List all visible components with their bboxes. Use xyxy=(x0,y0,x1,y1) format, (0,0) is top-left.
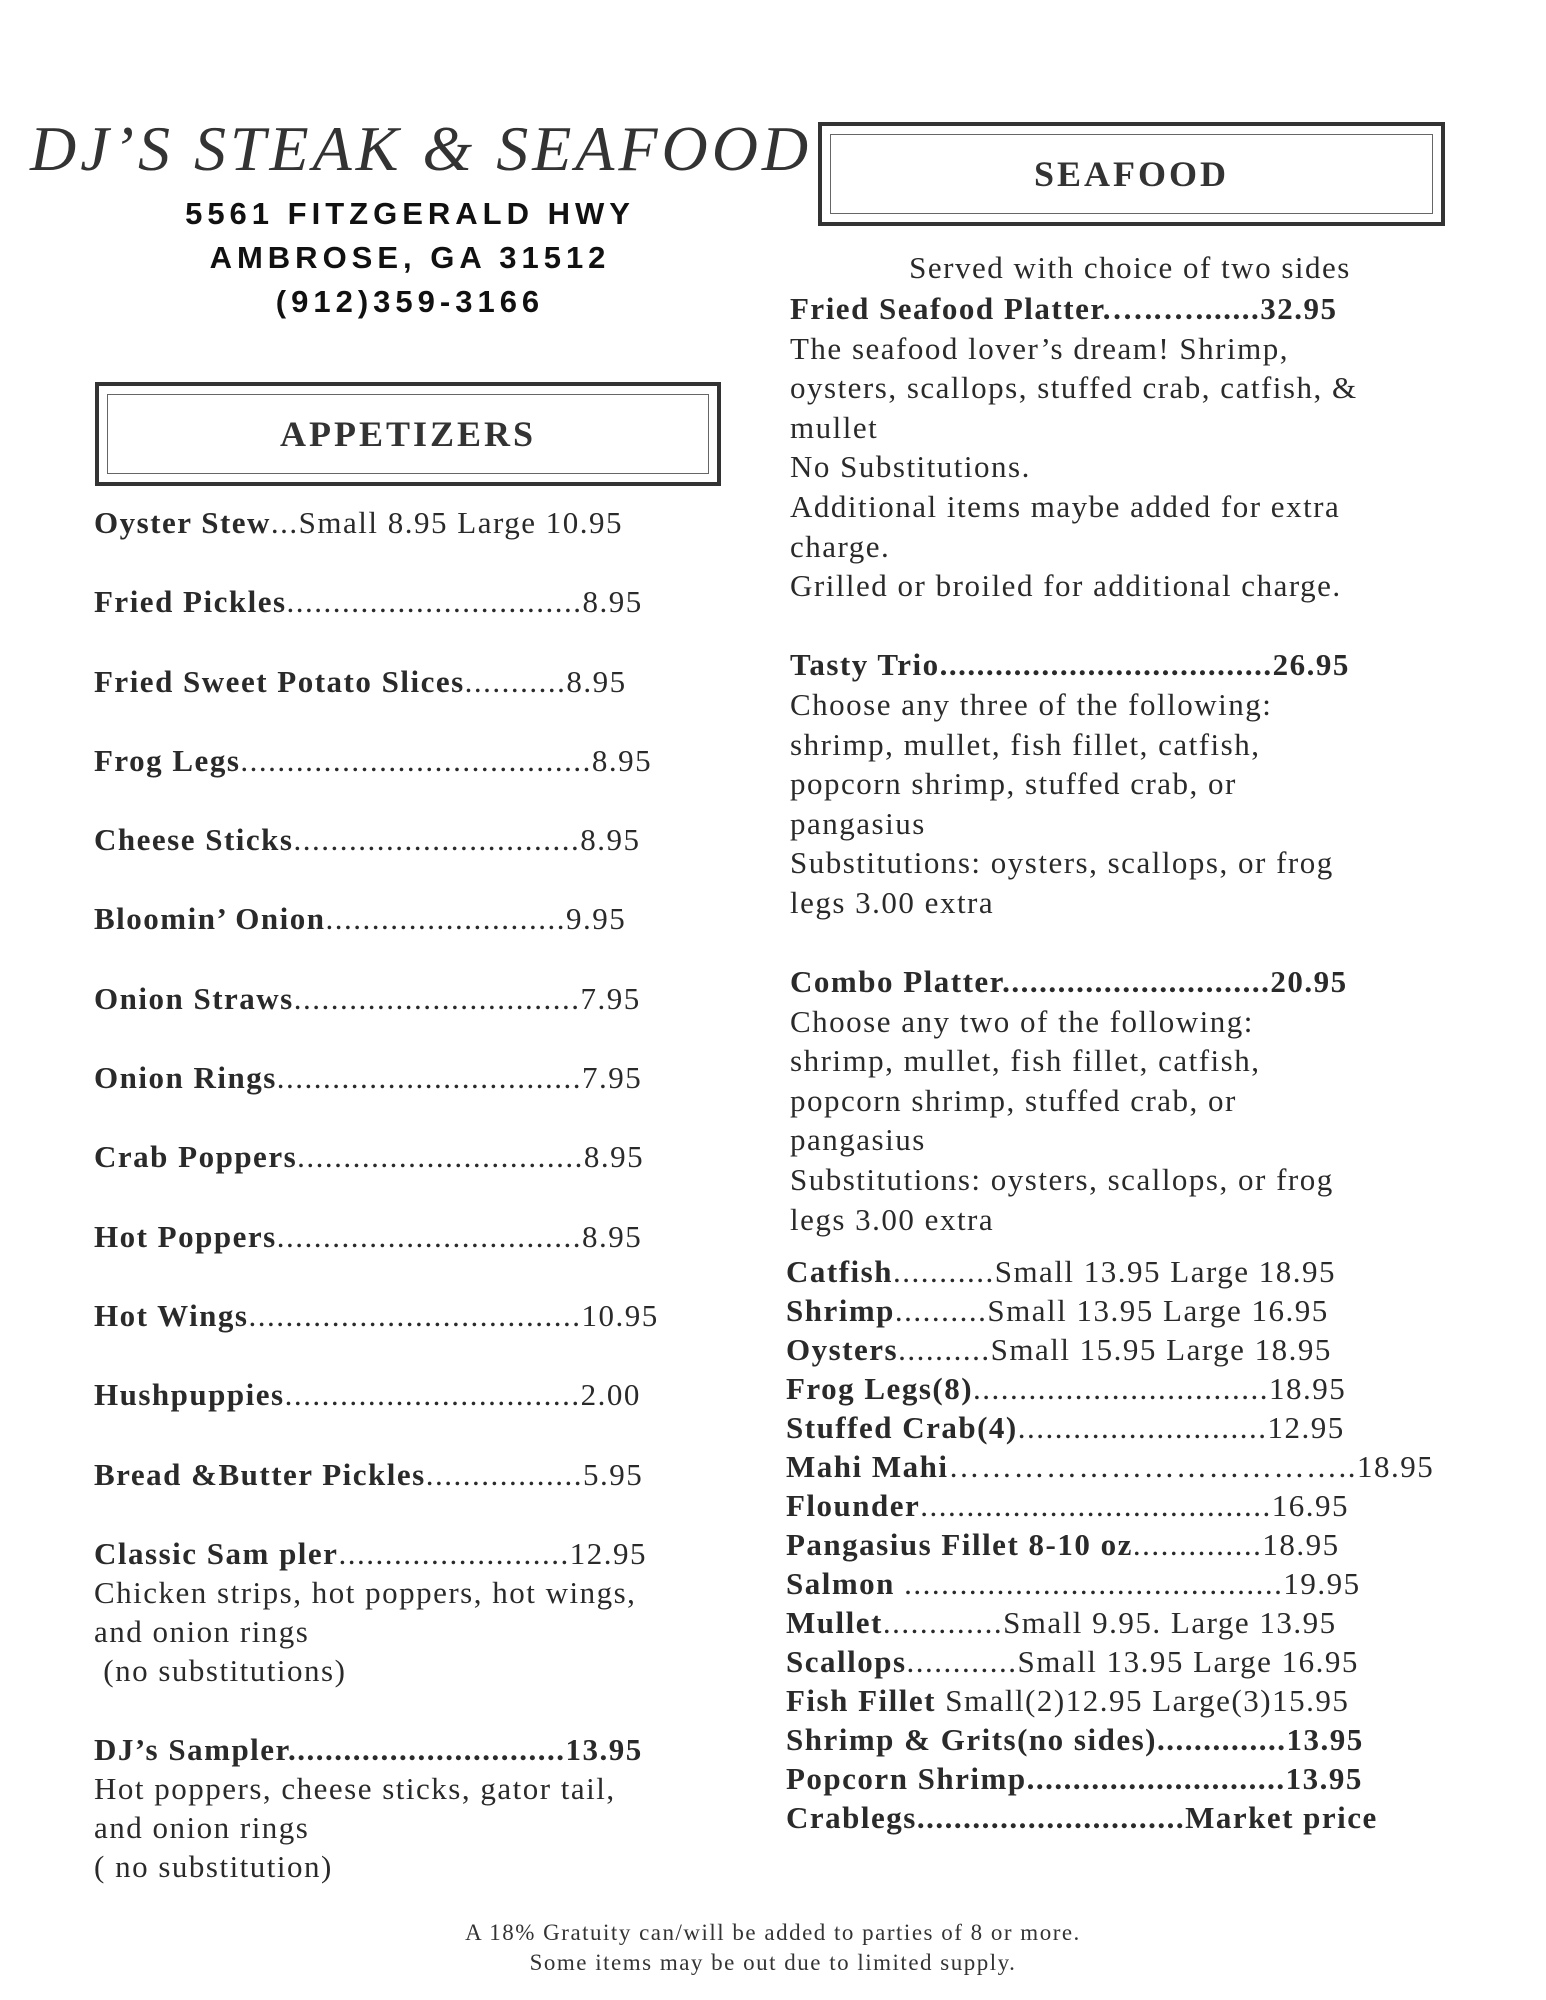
appetizers-heading: APPETIZERS xyxy=(107,394,709,474)
item-name: Fried Pickles xyxy=(94,584,287,620)
item-price: ............................13.95 xyxy=(1026,1761,1363,1796)
item-description: pangasius xyxy=(790,805,926,841)
menu-item xyxy=(786,1759,1486,1798)
menu-item xyxy=(94,662,774,741)
seafood-intro: Served with choice of two sides xyxy=(909,250,1351,285)
restaurant-address xyxy=(100,192,720,324)
restaurant-name: DJ’S STEAK & SEAFOOD xyxy=(30,113,813,184)
menu-item xyxy=(786,1369,1486,1408)
item-name: Tasty Trio xyxy=(790,647,940,683)
item-name: Oysters xyxy=(786,1332,899,1367)
item-name: Frog Legs(8) xyxy=(786,1371,974,1406)
item-price: ...........................12.95 xyxy=(1017,1410,1345,1445)
item-name: Fish Fillet xyxy=(786,1683,936,1718)
menu-item xyxy=(786,1525,1486,1564)
item-price: ...............................8.95 xyxy=(293,822,641,858)
item-name: Oyster Stew xyxy=(94,505,271,540)
item-name: Mullet xyxy=(786,1605,883,1640)
item-price: ................................2.00 xyxy=(284,1377,641,1413)
item-name: Popcorn Shrimp xyxy=(786,1761,1027,1796)
item-name: Crab Poppers xyxy=(94,1139,298,1175)
item-name: Bread &Butter Pickles xyxy=(94,1456,426,1492)
menu-item xyxy=(786,1486,1486,1525)
item-price: ………………………………..18.95 xyxy=(948,1449,1435,1484)
item-price: ...............................7.95 xyxy=(293,980,641,1016)
item-description: legs 3.00 extra xyxy=(790,884,995,920)
address-street: 5561 FITZGERALD HWY xyxy=(185,196,635,231)
item-name: Frog Legs xyxy=(94,742,241,778)
item-name: Catfish xyxy=(786,1254,893,1289)
item-name: Mahi Mahi xyxy=(786,1449,949,1484)
item-description: oysters, scallops, stuffed crab, catfish, & xyxy=(790,370,1358,406)
item-price: .............................20.95 xyxy=(1002,964,1348,1000)
phone-number: (912)359-3166 xyxy=(275,284,545,319)
appetizers-list xyxy=(94,503,774,1886)
item-description: mullet xyxy=(790,409,879,445)
item-price: ......................................16.95 xyxy=(920,1488,1350,1523)
item-note: (no substitutions) xyxy=(94,1652,347,1688)
item-price: ....................................10.95 xyxy=(248,1297,659,1333)
menu-item xyxy=(94,1137,774,1216)
menu-item xyxy=(94,741,774,820)
item-description: and onion rings xyxy=(94,1809,310,1845)
appetizers-heading-box xyxy=(95,382,721,486)
item-price: ..........Small 15.95 Large 18.95 xyxy=(898,1332,1332,1367)
item-price: ...Small 8.95 Large 10.95 xyxy=(270,505,623,540)
menu-item xyxy=(786,1408,1486,1447)
item-name: Onion Straws xyxy=(94,980,294,1016)
item-name: Crablegs xyxy=(786,1800,917,1835)
item-name: Fried Seafood Platter xyxy=(790,291,1103,326)
item-price: .............Small 9.95. Large 13.95 xyxy=(882,1605,1337,1640)
item-description: legs 3.00 extra xyxy=(790,1201,995,1237)
seafood-specials xyxy=(790,289,1490,1239)
item-description: The seafood lover’s dream! Shrimp, xyxy=(790,330,1289,366)
menu-item xyxy=(94,503,774,582)
item-description: Substitutions: oysters, scallops, or frog xyxy=(790,845,1334,881)
item-name: Fried Sweet Potato Slices xyxy=(94,663,465,699)
item-name: Classic Sam pler xyxy=(94,1535,339,1571)
menu-item xyxy=(94,979,774,1058)
combo-platter xyxy=(790,962,1490,1239)
item-price: .................................8.95 xyxy=(276,1218,643,1254)
item-price: ...........Small 13.95 Large 18.95 xyxy=(892,1254,1337,1289)
item-price: ................................18.95 xyxy=(973,1371,1347,1406)
item-price: ..........................9.95 xyxy=(325,901,627,937)
item-price: ......................................8.95 xyxy=(240,742,653,778)
item-price: ..............13.95 xyxy=(1157,1722,1364,1757)
item-price: .…..….......32.95 xyxy=(1102,291,1338,326)
menu-item xyxy=(786,1642,1486,1681)
supply-note: Some items may be out due to limited supply. xyxy=(529,1950,1017,1975)
seafood-heading-box xyxy=(818,122,1445,226)
menu-item xyxy=(786,1564,1486,1603)
item-description: Choose any two of the following: xyxy=(790,1003,1254,1039)
menu-item xyxy=(94,899,774,978)
item-name: Stuffed Crab(4) xyxy=(786,1410,1018,1445)
item-name: Bloomin’ Onion xyxy=(94,901,326,937)
item-name: Shrimp & Grits(no sides) xyxy=(786,1722,1157,1757)
item-description: and onion rings xyxy=(94,1613,310,1649)
item-description: Hot poppers, cheese sticks, gator tail, xyxy=(94,1770,616,1806)
menu-item xyxy=(786,1798,1486,1837)
item-name: DJ’s Sampler xyxy=(94,1731,288,1767)
item-price: .............................Market price xyxy=(916,1800,1378,1835)
item-name: Combo Platter xyxy=(790,964,1003,1000)
item-price: .................................7.95 xyxy=(276,1060,643,1096)
tasty-trio xyxy=(790,645,1490,922)
seafood-list xyxy=(786,1252,1486,1837)
fried-seafood-platter xyxy=(790,289,1490,606)
item-name: Flounder xyxy=(786,1488,921,1523)
item-description: shrimp, mullet, fish fillet, catfish, xyxy=(790,726,1261,762)
djs-sampler xyxy=(94,1730,774,1886)
item-name: Shrimp xyxy=(786,1293,895,1328)
item-price: .........................12.95 xyxy=(338,1535,647,1571)
item-description: charge. xyxy=(790,528,891,564)
item-description: No Substitutions. xyxy=(790,449,1031,485)
item-name: Salmon xyxy=(786,1566,895,1601)
menu-item xyxy=(94,1058,774,1137)
item-description: Chicken strips, hot poppers, hot wings, xyxy=(94,1574,637,1610)
item-description: Choose any three of the following: xyxy=(790,686,1273,722)
item-price: ..............18.95 xyxy=(1132,1527,1340,1562)
menu-item xyxy=(94,1375,774,1454)
item-price: ....................................26.95 xyxy=(939,647,1350,683)
menu-item xyxy=(94,1217,774,1296)
item-name: Cheese Sticks xyxy=(94,822,294,858)
item-price: ................................8.95 xyxy=(286,584,643,620)
menu-item xyxy=(94,1455,774,1534)
item-price: ...........8.95 xyxy=(464,663,627,699)
item-description: Additional items maybe added for extra xyxy=(790,488,1341,524)
menu-item xyxy=(94,582,774,661)
item-price: .........................................19.95 xyxy=(894,1566,1361,1601)
menu-item xyxy=(786,1681,1486,1720)
menu-item xyxy=(786,1447,1486,1486)
address-city: AMBROSE, GA 31512 xyxy=(209,240,611,275)
item-name: Onion Rings xyxy=(94,1060,277,1096)
menu-item xyxy=(786,1252,1486,1291)
item-description: pangasius xyxy=(790,1122,926,1158)
seafood-heading: SEAFOOD xyxy=(830,134,1433,214)
item-note: ( no substitution) xyxy=(94,1848,333,1884)
item-price: ............Small 13.95 Large 16.95 xyxy=(906,1644,1359,1679)
menu-item xyxy=(786,1291,1486,1330)
menu-item xyxy=(786,1720,1486,1759)
item-description: popcorn shrimp, stuffed crab, or xyxy=(790,1082,1237,1118)
item-price: Small(2)12.95 Large(3)15.95 xyxy=(935,1683,1350,1718)
menu-item xyxy=(786,1603,1486,1642)
item-name: Hushpuppies xyxy=(94,1377,285,1413)
item-name: Hot Poppers xyxy=(94,1218,277,1254)
item-description: popcorn shrimp, stuffed crab, or xyxy=(790,766,1237,802)
menu-item xyxy=(94,820,774,899)
gratuity-note: A 18% Gratuity can/will be added to parties of 8 or more. xyxy=(465,1920,1081,1945)
item-price: ...............................8.95 xyxy=(297,1139,645,1175)
item-name: Hot Wings xyxy=(94,1297,249,1333)
item-description: Grilled or broiled for additional charge. xyxy=(790,568,1342,604)
item-description: shrimp, mullet, fish fillet, catfish, xyxy=(790,1043,1261,1079)
menu-item xyxy=(94,1296,774,1375)
item-name: Scallops xyxy=(786,1644,907,1679)
item-price: .................5.95 xyxy=(425,1456,644,1492)
item-name: Pangasius Fillet 8-10 oz xyxy=(786,1527,1133,1562)
menu-item xyxy=(786,1330,1486,1369)
item-price: ..............................13.95 xyxy=(287,1731,643,1767)
item-description: Substitutions: oysters, scallops, or frog xyxy=(790,1162,1334,1198)
item-price: ..........Small 13.95 Large 16.95 xyxy=(894,1293,1329,1328)
classic-sampler xyxy=(94,1534,774,1690)
